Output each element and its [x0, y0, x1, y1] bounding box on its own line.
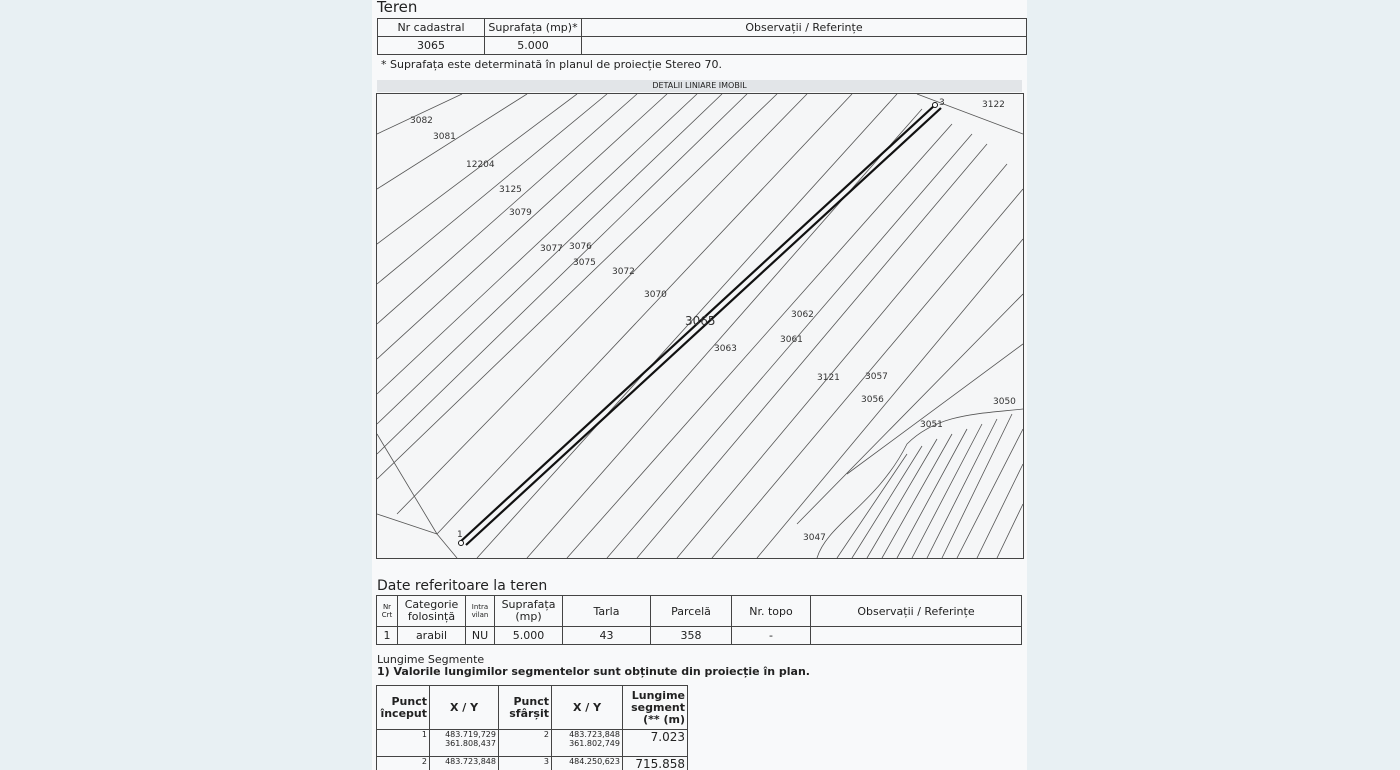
- parcel-label: 3062: [791, 310, 814, 320]
- cell-observatii: [582, 37, 1027, 55]
- lungime-note: 1) Valorile lungimilor segmentelor sunt obținute din proiecție în plan.: [377, 665, 810, 678]
- parcel-label-main: 3065: [685, 314, 716, 328]
- date-teren-title: Date referitoare la teren: [377, 578, 548, 594]
- header-parcela: Parcelă: [651, 596, 732, 627]
- cell-nr-crt: 1: [377, 627, 398, 645]
- hatch-area: [817, 409, 1023, 558]
- cell-intravilan: NU: [466, 627, 495, 645]
- parcel-label: 3082: [410, 116, 433, 126]
- parcel-label: 3070: [644, 290, 667, 300]
- parcel-label: 3061: [780, 335, 803, 345]
- cell-observatii: [811, 627, 1022, 645]
- parcel-label: 3056: [861, 395, 884, 405]
- teren-note: * Suprafața este determinată în planul de proiecție Stereo 70.: [381, 58, 723, 71]
- point-label: 3: [939, 98, 945, 108]
- cell-xy1: 483.723,848: [430, 757, 499, 770]
- cell-xy1: 483.719,729 361.808,437: [430, 730, 499, 757]
- teren-table: [377, 18, 1027, 55]
- document-page: [372, 0, 1027, 770]
- header-suprafata: Suprafața (mp)*: [485, 19, 582, 37]
- cell-categorie: arabil: [398, 627, 466, 645]
- cell-end: 2: [499, 730, 552, 757]
- parcel-label: 3057: [865, 372, 888, 382]
- parcel-label: 3047: [803, 533, 826, 543]
- cell-end: 3: [499, 757, 552, 770]
- cell-nr-topo: -: [732, 627, 811, 645]
- table-row: [377, 730, 688, 757]
- header-punct-inceput: Punct început: [377, 686, 430, 730]
- parcel-label: 3122: [982, 100, 1005, 110]
- cell-parcela: 358: [651, 627, 732, 645]
- header-lungime: Lungime segment (** (m): [623, 686, 688, 730]
- header-nr-topo: Nr. topo: [732, 596, 811, 627]
- parcel-label: 3079: [509, 208, 532, 218]
- parcel-label: 3121: [817, 373, 840, 383]
- header-observatii: Observații / Referințe: [811, 596, 1022, 627]
- lungime-title: Lungime Segmente: [377, 653, 485, 666]
- header-tarla: Tarla: [563, 596, 651, 627]
- header-nr-crt: Nr Crt: [377, 596, 398, 627]
- point-3-marker: [933, 103, 938, 108]
- cadastral-map: [376, 93, 1024, 559]
- header-intravilan: Intra vilan: [466, 596, 495, 627]
- parcel-label: 3077: [540, 244, 563, 254]
- segments-table: [376, 685, 688, 770]
- cell-suprafata: 5.000: [485, 37, 582, 55]
- cell-suprafata: 5.000: [495, 627, 563, 645]
- header-punct-sfarsit: Punct sfârșit: [499, 686, 552, 730]
- map-svg: [377, 94, 1023, 558]
- parcel-label: 12204: [466, 160, 495, 170]
- cell-nr-cadastral: 3065: [378, 37, 485, 55]
- teren-title: Teren: [377, 0, 418, 16]
- cell-xy2: 483.723,848 361.802,749: [552, 730, 623, 757]
- date-teren-table: [376, 595, 1022, 645]
- parcel-labels: [410, 98, 1016, 543]
- parcel-label: 3051: [920, 420, 943, 430]
- header-suprafata: Suprafața (mp): [495, 596, 563, 627]
- point-1-marker: [459, 541, 464, 546]
- header-nr-cadastral: Nr cadastral: [378, 19, 485, 37]
- cell-tarla: 43: [563, 627, 651, 645]
- lungime-section: [377, 654, 810, 678]
- header-categorie: Categorie folosință: [398, 596, 466, 627]
- header-xy-1: X / Y: [430, 686, 499, 730]
- parcel-label: 3072: [612, 267, 635, 277]
- detalii-title: DETALII LINIARE IMOBIL: [377, 80, 1022, 92]
- header-xy-2: X / Y: [552, 686, 623, 730]
- cell-length: 715.858: [623, 757, 688, 770]
- parcel-label: 3076: [569, 242, 592, 252]
- cell-start: 1: [377, 730, 430, 757]
- header-observatii: Observații / Referințe: [582, 19, 1027, 37]
- parcel-label: 3063: [714, 344, 737, 354]
- parcel-label: 3081: [433, 132, 456, 142]
- cell-length: 7.023: [623, 730, 688, 757]
- parcel-label: 3075: [573, 258, 596, 268]
- point-label: 1: [457, 530, 463, 540]
- cell-start: 2: [377, 757, 430, 770]
- table-row: [377, 757, 688, 770]
- parcel-label: 3050: [993, 397, 1016, 407]
- cell-xy2: 484.250,623: [552, 757, 623, 770]
- parcel-label: 3125: [499, 185, 522, 195]
